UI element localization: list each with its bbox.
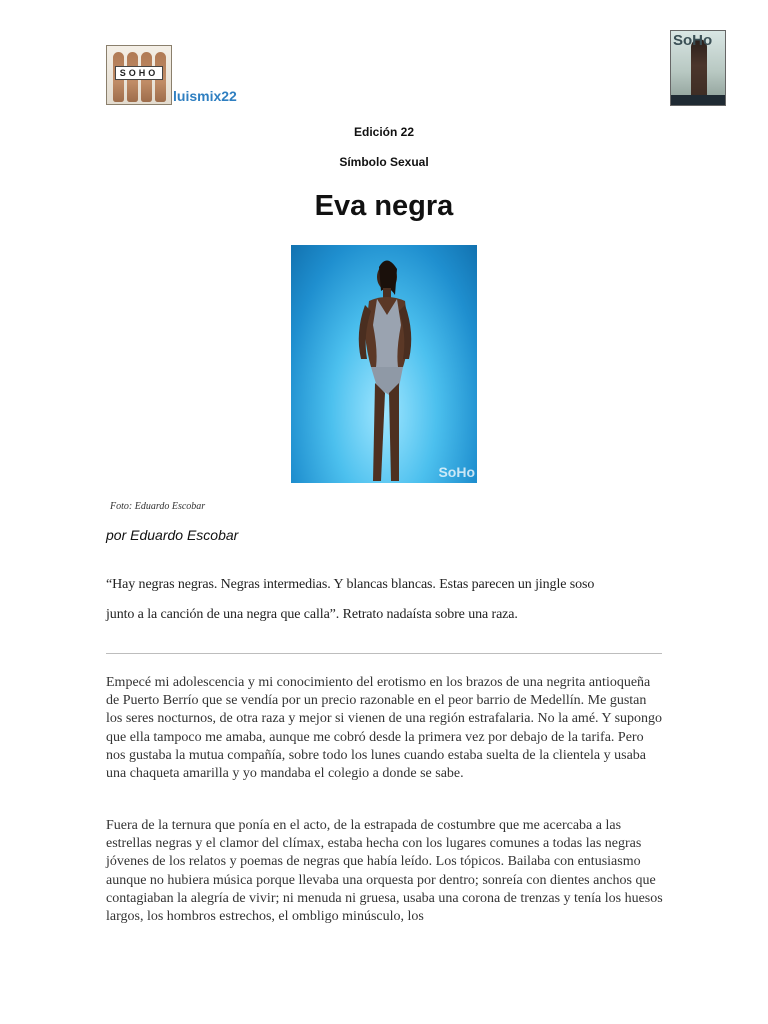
avatar-logo: SOHO	[115, 66, 163, 80]
lead-quote-line: “Hay negras negras. Negras intermedias. Y blancas blancas. Estas parecen un jingle soso	[106, 577, 595, 592]
photo-watermark: SoHo	[438, 464, 475, 480]
user-avatar-thumbnail[interactable]	[106, 45, 172, 105]
uploader-username[interactable]: luismix22	[173, 88, 237, 104]
cover-band	[671, 95, 725, 105]
article-photo	[291, 245, 477, 483]
byline	[106, 527, 238, 543]
model-figure-illustration	[349, 255, 421, 483]
article-lead-quote	[106, 570, 686, 630]
magazine-cover-thumbnail[interactable]	[670, 30, 726, 106]
article-paragraph: Empecé mi adolescencia y mi conocimiento del erotismo en los brazos de una negrita antioqueña de Puerto Berrío que se vendía por un precio razonable en el peor barrio de Medellín. Me gustan los seres nocturnos, de otra raza y mejor si vienen de una región estrafalaria. No la amé. Y supongo que ella tampoco me amaba, aunque me cobró desde la primera vez por debajo de la tarifa. Pero nos gustaba la mutua compañía, sobre todo los lunes cuando estaba suelta de la clientela y usaba una chaqueta amarilla y yo mandaba el colegio a donde se sabe.	[106, 675, 663, 782]
edition-label: Edición 22	[353, 125, 415, 139]
divider	[106, 653, 662, 654]
cover-masthead: SoHo	[673, 32, 713, 49]
photo-caption: Foto: Eduardo Escobar	[110, 501, 206, 512]
article-paragraph: Fuera de la ternura que ponía en el acto, de la estrapada de costumbre que me acercaba a las estrellas negras y el clamor del clímax, estaba hecha con los lugares comunes a todas las negras jóvenes de los relatos y poemas de negras que había leído. Los tópicos. Bailaba con entusiasmo aunque no hubiera música porque llevaba una orquesta por dentro; sonreía con dientes anchos que contagiaban la alegría de vivir; ni menuda ni gruesa, usaba una corona de trenzas y tenía los huesos largos, los hombros estrechos, el ombligo minúsculo, los	[106, 818, 663, 925]
article-title: Eva negra	[314, 190, 454, 222]
byline-prefix: por	[106, 527, 127, 543]
byline-author: Eduardo Escobar	[130, 527, 239, 543]
lead-quote-line: junto a la canción de una negra que calla”. Retrato nadaísta sobre una raza.	[106, 607, 518, 622]
section-label: Símbolo Sexual	[339, 155, 429, 169]
